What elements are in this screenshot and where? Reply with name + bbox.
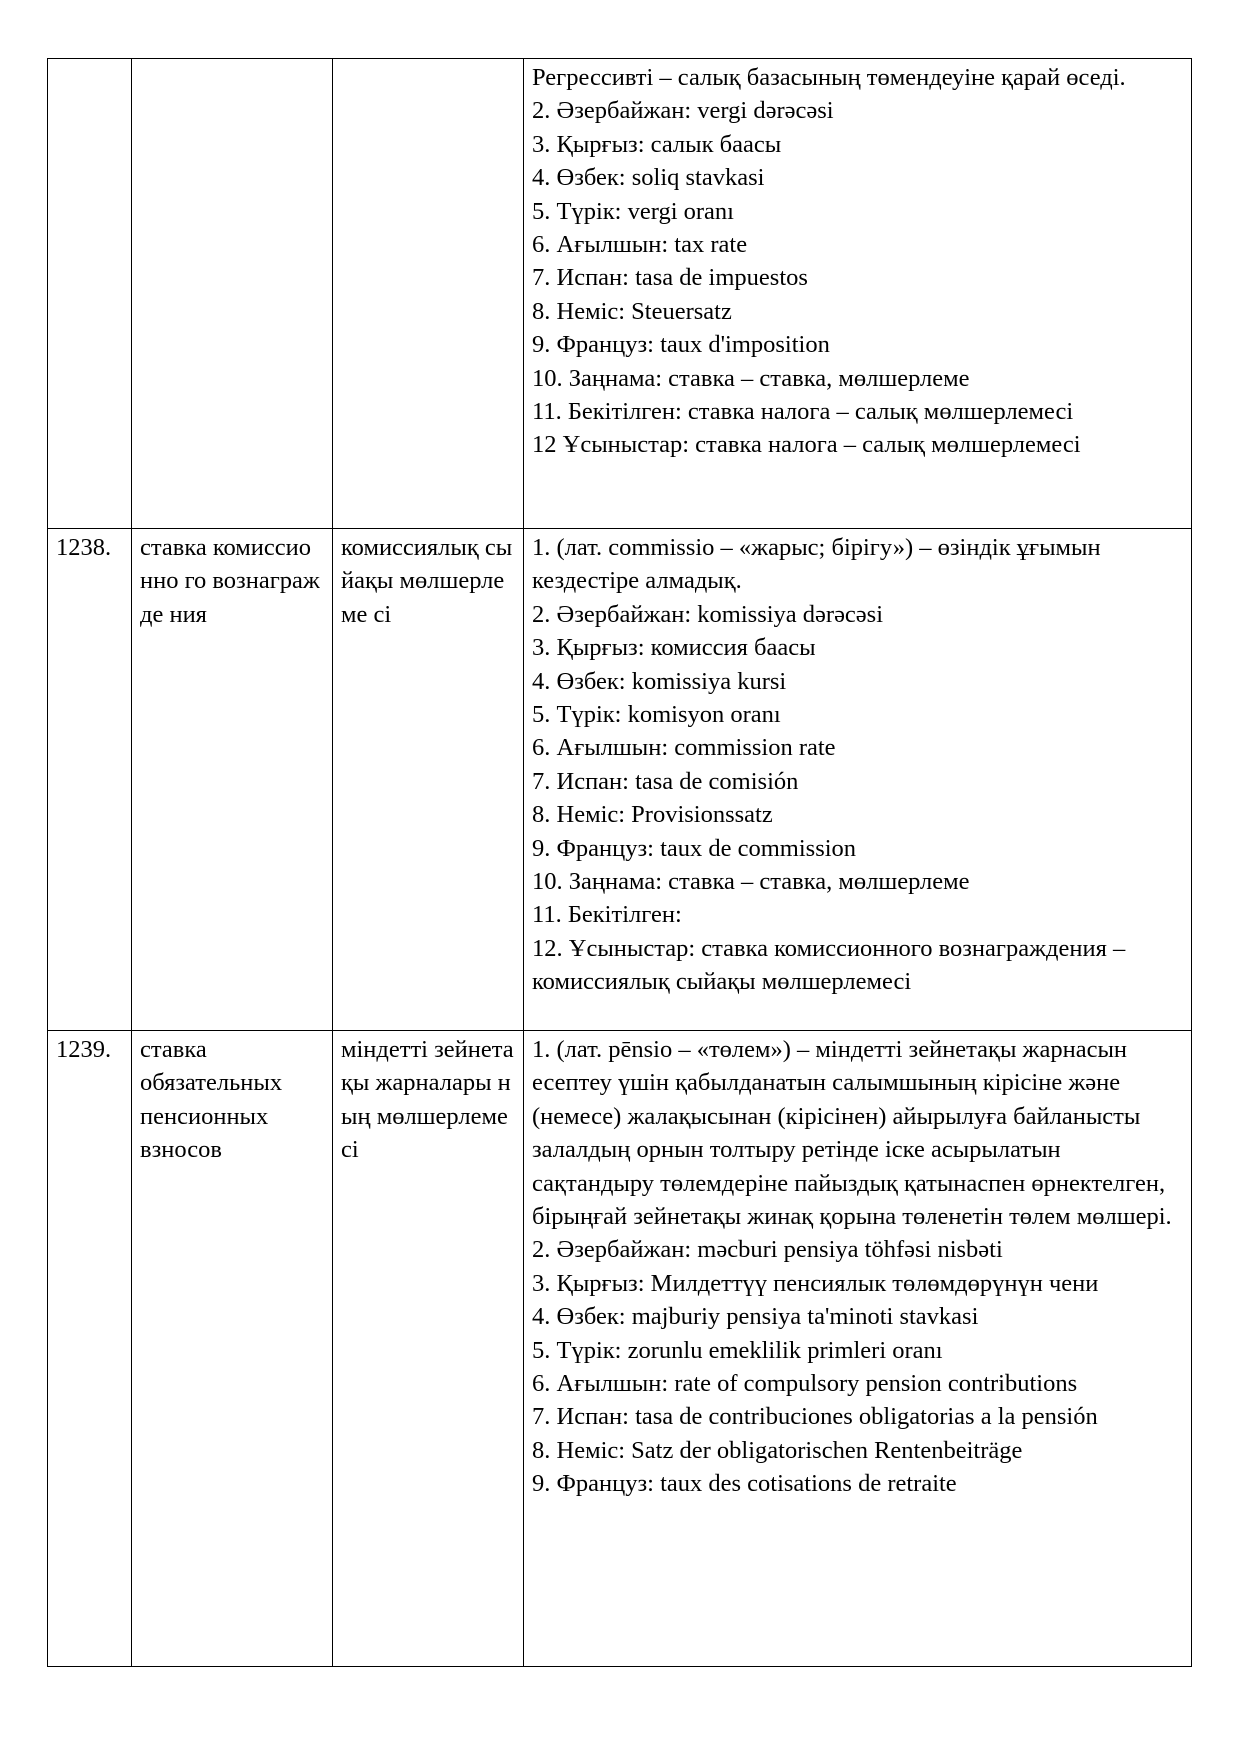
definition-line: 8. Неміс: Provisionssatz [532,801,773,829]
definition-line: 11. Бекітілген: ставка налога – салық мөлшерлемесі [532,398,1074,426]
definition-line: 4. Өзбек: soliq stavkasi [532,164,765,192]
definition-line: 2. Әзербайжан: komissiya dərəcəsi [532,600,884,628]
definition-line: 5. Түрік: zorunlu emeklilik primleri oranı [532,1336,943,1364]
definition-line: 7. Испан: tasa de comisión [532,767,799,795]
kazakh-term [333,59,524,529]
definition-line: 12. Ұсыныстар: ставка комиссионного вознаграждения – комиссиялық сыйақы мөлшерлемесі [532,934,1126,996]
definition-line: 9. Француз: taux des cotisations de retraite [532,1470,957,1498]
definition-cell [524,1031,1192,1667]
definition-line: 5. Түрік: komisyon oranı [532,701,781,729]
definition-line: 3. Қырғыз: Милдеттүү пенсиялык төлөмдөрүнүн чени [532,1269,1099,1297]
entry-number: 1239. [48,1031,132,1667]
definition-cell [524,59,1192,529]
definition-line: 12 Ұсыныстар: ставка налога – салық мөлшерлемесі [532,431,1081,459]
kazakh-term: міндетті зейнетақы жарналары ның мөлшерлеме сі [333,1031,524,1667]
kazakh-term: комиссиялық сыйақы мөлшерлеме сі [333,529,524,1031]
definition-line: 5. Түрік: vergi oranı [532,197,734,225]
definition-line: Регрессивті – салық базасының төмендеуіне қарай өседі. [532,64,1126,91]
table-row [48,1031,1192,1667]
definition-line: 7. Испан: tasa de contribuciones obligatorias a la pensión [532,1403,1098,1431]
definition-line: 9. Француз: taux de commission [532,834,857,862]
definition-line: 4. Өзбек: komissiya kursi [532,667,787,695]
table-row [48,529,1192,1031]
definition-line: 8. Неміс: Satz der obligatorischen Rentenbeiträge [532,1436,1023,1464]
definition-line: 3. Қырғыз: салык баасы [532,130,782,158]
russian-term [132,59,333,529]
definition-line: 6. Ағылшын: commission rate [532,734,836,762]
definition-line: 7. Испан: tasa de impuestos [532,264,808,292]
definition-line: 10. Заңнама: ставка – ставка, мөлшерлеме [532,364,970,392]
definition-line: 3. Қырғыз: комиссия баасы [532,634,816,662]
definition-line: 1. (лат. commissio – «жарыс; бірігу») – өзіндік ұғымын кездестіре алмадық. [532,534,1101,595]
table-row [48,59,1192,529]
terminology-table [47,58,1192,1667]
definition-line: 11. Бекітілген: [532,901,682,929]
definition-line: 6. Ағылшын: tax rate [532,231,748,259]
definition-cell [524,529,1192,1031]
definition-line: 6. Ағылшын: rate of compulsory pension contributions [532,1370,1078,1398]
definition-line: 8. Неміс: Steuersatz [532,297,732,325]
definition-line: 4. Өзбек: majburiy pensiya ta'minoti stavkasi [532,1303,979,1331]
definition-line: 10. Заңнама: ставка – ставка, мөлшерлеме [532,868,970,896]
entry-number [48,59,132,529]
russian-term: ставка комиссионно го вознагражде ния [132,529,333,1031]
russian-term: ставка обязательных пенсионных взносов [132,1031,333,1667]
definition-line: 9. Француз: taux d'imposition [532,331,830,359]
definition-line: 2. Әзербайжан: vergi dərəcəsi [532,97,834,125]
definition-line: 2. Әзербайжан: məcburi pensiya töhfəsi nisbəti [532,1236,1003,1264]
entry-number: 1238. [48,529,132,1031]
definition-line: 1. (лат. pēnsio – «төлем») – міндетті зейнетақы жарнасын есептеу үшін қабылданатын салымшының кірісіне және (немесе) жалақысынан (кірісінен) айырылуға байланысты залалдың орнын толтыру ретінде іске асырылатын сақтандыру төлемдеріне пайыздық қатынаспен өрнектелген, бірыңғай зейнетақы жинақ қорына төленетін төлем мөлшері. [532,1036,1172,1231]
